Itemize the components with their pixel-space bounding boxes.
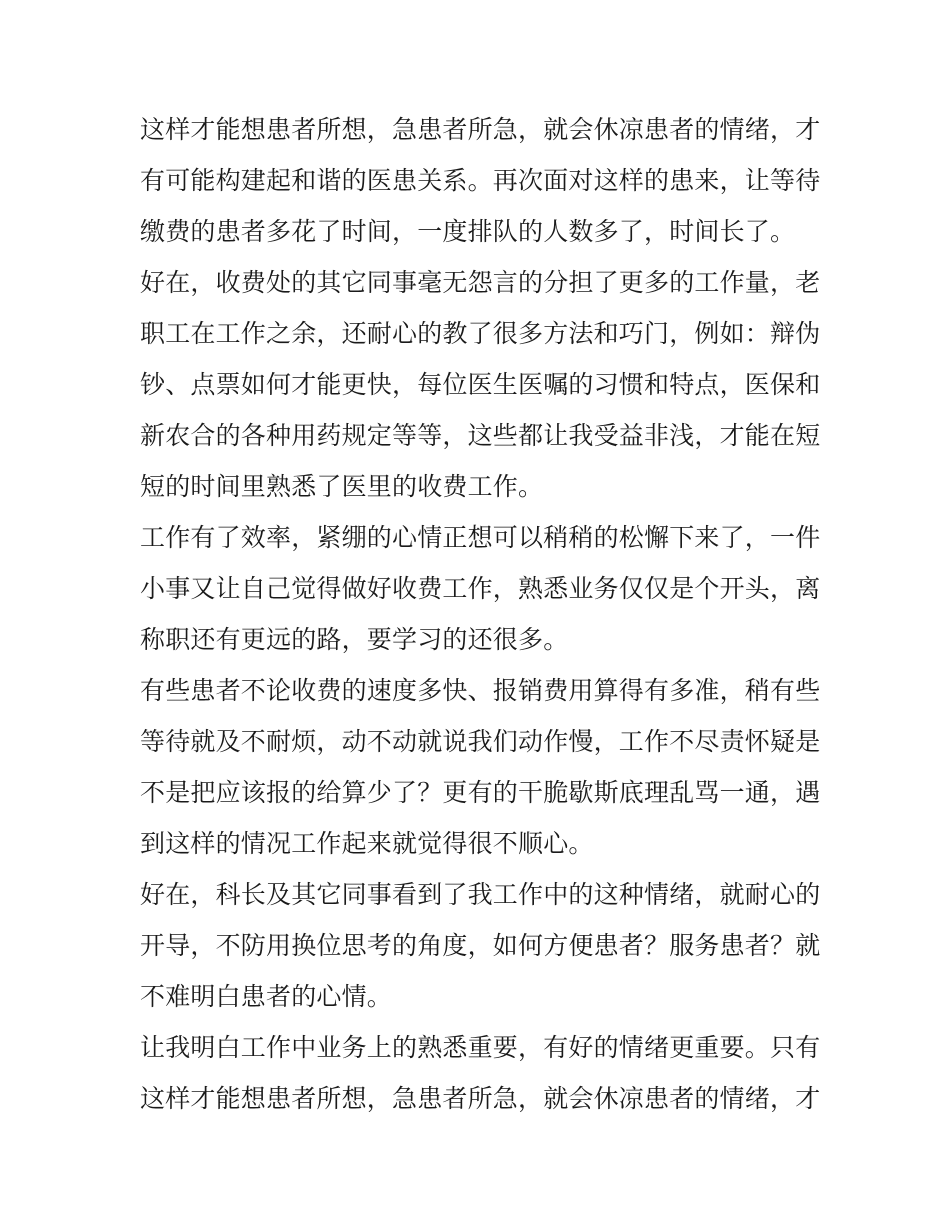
text-line-2: 有可能构建起和谐的医患关系。再次面对这样的患来，让等待 <box>140 166 820 195</box>
text-line-5: 职工在工作之余，还耐心的教了很多方法和巧门，例如：辩伪 <box>140 319 820 348</box>
text-line-3: 缴费的患者多花了时间，一度排队的人数多了，时间长了。 <box>140 217 796 246</box>
text-line-4: 好在，收费处的其它同事毫无怨言的分担了更多的工作量，老 <box>140 268 820 297</box>
text-line-6: 钞、点票如何才能更快，每位医生医嘱的习惯和特点，医保和 <box>140 370 820 399</box>
document-body <box>140 112 820 1132</box>
text-line-17: 开导，不防用换位思考的角度，如何方便患者？服务患者？就 <box>140 931 820 960</box>
text-line-18: 不难明白患者的心情。 <box>140 982 393 1011</box>
text-line-15: 到这样的情况工作起来就觉得很不顺心。 <box>140 829 594 858</box>
text-line-16: 好在，科长及其它同事看到了我工作中的这种情绪，就耐心的 <box>140 880 820 909</box>
text-line-19: 让我明白工作中业务上的熟悉重要，有好的情绪更重要。只有 <box>140 1033 820 1062</box>
text-line-1: 这样才能想患者所想，急患者所急，就会休凉患者的情绪，才 <box>140 115 820 144</box>
text-line-8: 短的时间里熟悉了医里的收费工作。 <box>140 472 544 501</box>
text-line-13: 等待就及不耐烦，动不动就说我们动作慢，工作不尽责怀疑是 <box>140 727 820 756</box>
text-line-12: 有些患者不论收费的速度多快、报销费用算得有多准，稍有些 <box>140 676 820 705</box>
text-line-11: 称职还有更远的路，要学习的还很多。 <box>140 625 569 654</box>
text-line-14: 不是把应该报的给算少了？更有的干脆歇斯底理乱骂一通，遇 <box>140 778 820 807</box>
text-line-9: 工作有了效率，紧绷的心情正想可以稍稍的松懈下来了，一件 <box>140 523 820 552</box>
text-line-10: 小事又让自己觉得做好收费工作，熟悉业务仅仅是个开头，离 <box>140 574 820 603</box>
text-line-7: 新农合的各种用药规定等等，这些都让我受益非浅，才能在短 <box>140 421 820 450</box>
text-line-20: 这样才能想患者所想，急患者所急，就会休凉患者的情绪，才 <box>140 1084 820 1113</box>
